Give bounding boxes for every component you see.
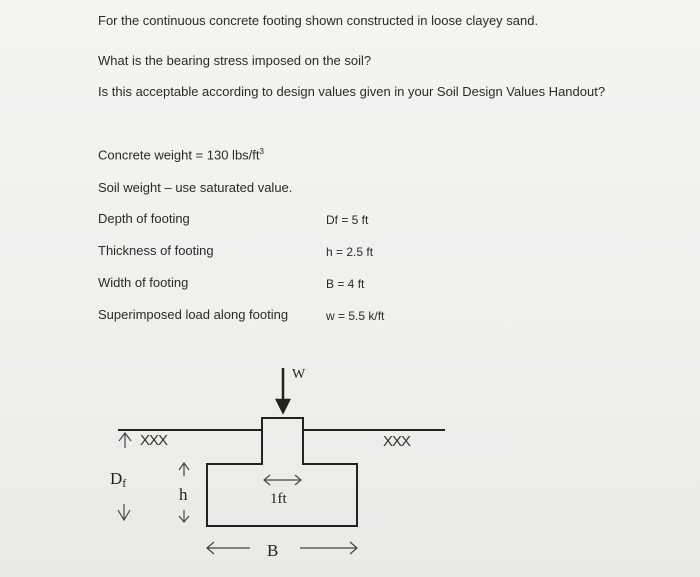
depth-df-label [110, 469, 126, 490]
problem-intro: For the continuous concrete footing shown constructed in loose clayey sand. [98, 13, 539, 28]
width-arrow [207, 542, 357, 554]
footing-outline [207, 418, 357, 526]
load-value: w = 5.5 k/ft [326, 309, 385, 323]
load-label: Superimposed load along footing [98, 307, 289, 322]
ground-hatch-left: XXX [140, 432, 168, 449]
width-label: Width of footing [98, 275, 189, 290]
width-value: B = 4 ft [326, 277, 365, 291]
ground-hatch-right: XXX [383, 433, 411, 450]
concrete-weight-exponent: 3 [259, 147, 264, 156]
load-w-label: W [292, 367, 306, 382]
load-arrow [277, 368, 289, 412]
thickness-h-label: h [179, 485, 188, 504]
question-acceptable: Is this acceptable according to design values given in your Soil Design Values Handout? [98, 84, 606, 99]
depth-value: Df = 5 ft [326, 213, 369, 227]
depth-f: f [122, 476, 127, 490]
question-bearing-stress: What is the bearing stress imposed on the soil? [98, 53, 372, 68]
depth-label: Depth of footing [98, 211, 190, 226]
thickness-value: h = 2.5 ft [326, 245, 374, 259]
stem-width-arrow [264, 475, 301, 485]
thickness-label: Thickness of footing [98, 243, 214, 258]
width-b-label: B [267, 541, 279, 560]
concrete-weight-text: Concrete weight = 130 lbs/ft [98, 147, 260, 163]
soil-weight: Soil weight – use saturated value. [98, 180, 293, 195]
depth-d: D [110, 469, 123, 488]
stem-1ft-label: 1ft [270, 491, 287, 507]
